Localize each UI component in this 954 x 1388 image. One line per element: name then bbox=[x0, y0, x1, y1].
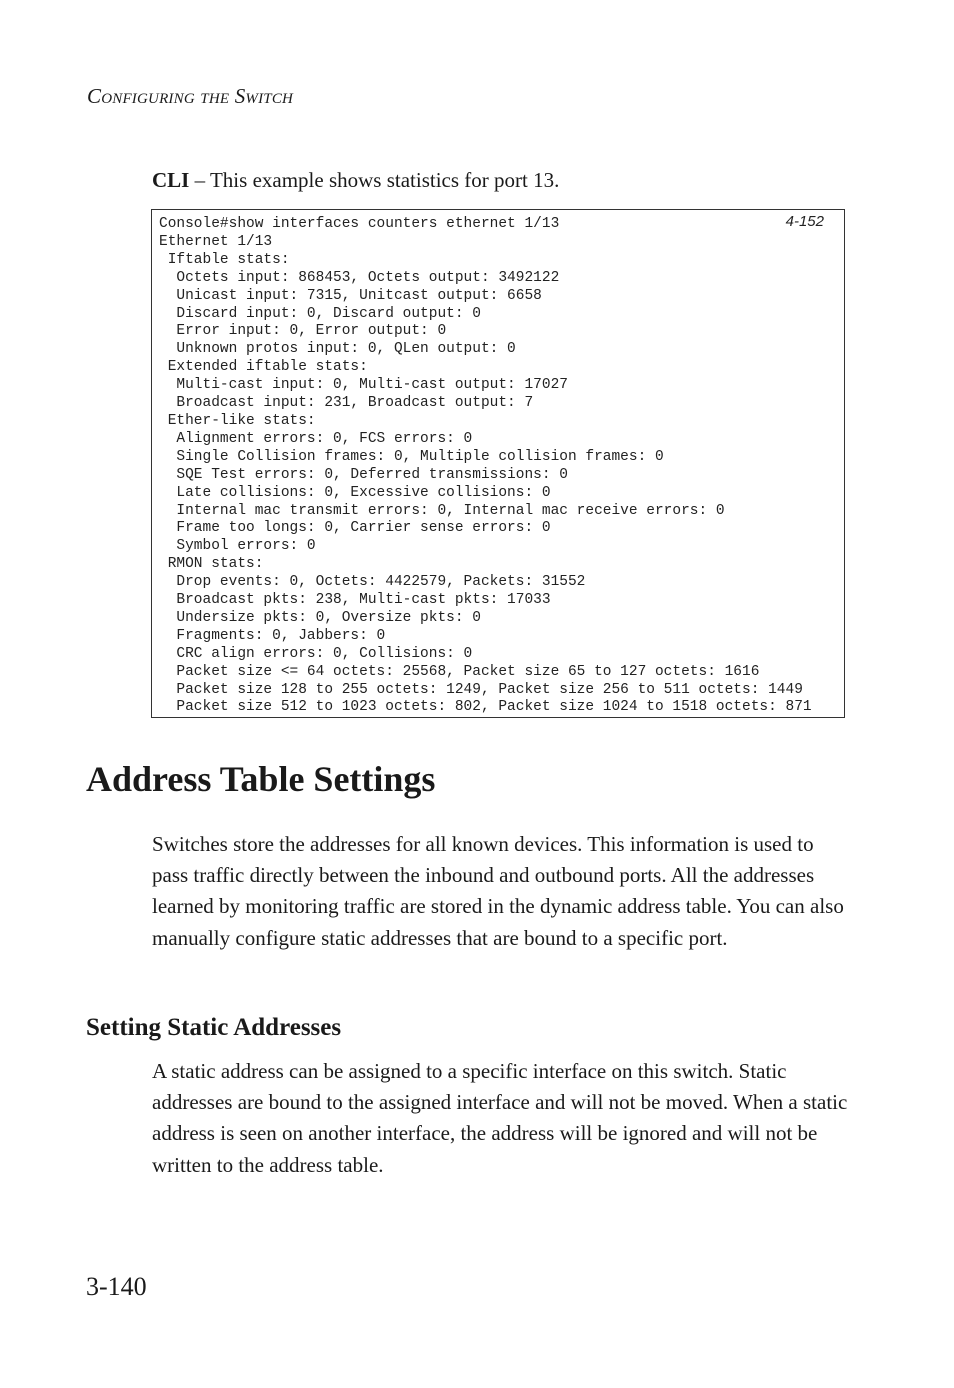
cli-intro bbox=[152, 168, 559, 193]
subsection-heading: Setting Static Addresses bbox=[86, 1014, 342, 1041]
subsection-paragraph: A static address can be assigned to a specific interface on this switch. Static addresses are bound to the assigned interface and will not be moved. When a static address is seen on another interface, the address will be ignored and will not be written to the address table. bbox=[152, 1059, 848, 1177]
page-number: 3-140 bbox=[86, 1272, 147, 1301]
code-example-box bbox=[151, 209, 845, 718]
code-cross-reference: 4-152 bbox=[785, 213, 824, 230]
running-head: Configuring the Switch bbox=[87, 84, 294, 108]
cli-label: CLI bbox=[152, 168, 190, 192]
cli-intro-text: – This example shows statistics for port 13. bbox=[189, 168, 560, 192]
section-heading: Address Table Settings bbox=[86, 759, 436, 799]
section-paragraph: Switches store the addresses for all known devices. This information is used to pass traffic directly between the inbound and outbound ports. All the addresses learned by monitoring traffic are stored in the dynamic address table. You can also manually configure static addresses that are bound to a specific port. bbox=[152, 832, 844, 950]
code-listing: Console#show interfaces counters ethernet 1/13 Ethernet 1/13 Iftable stats: Octets input: 868453, Octets output: 3492122 Unicast input: 7315, Unitcast output: 6658 Discard input: 0, Discard output: 0 Error input: 0, Error output: 0 Unknown protos input: 0, QLen output: 0 Extended iftable stats: Multi-cast input: 0, Multi-cast output: 17027 Broadcast input: 231, Broadcast output: 7 Ether-like stats: Alignment errors: 0, FCS errors: 0 Single Collision frames: 0, Multiple collision frames: 0 SQE Test errors: 0, Deferred transmissions: 0 Late collisions: 0, Excessive collisions: 0 Internal mac transmit errors: 0, Internal mac receive errors: 0 Frame too longs: 0, Carrier sense errors: 0 Symbol errors: 0 RMON stats: Drop events: 0, Octets: 4422579, Packets: 31552 Broadcast pkts: 238, Multi-cast pkts: 17033 Undersize pkts: 0, Oversize pkts: 0 Fragments: 0, Jabbers: 0 CRC align errors: 0, Collisions: 0 Packet size <= 64 octets: 25568, Packet size 65 to 127 octets: 1616 Packet size 128 to 255 octets: 1249, Packet size 256 to 511 octets: 1449 Packet size 512 to 1023 octets: 802, Packet size 1024 to 1518 octets: 871 bbox=[159, 216, 812, 716]
